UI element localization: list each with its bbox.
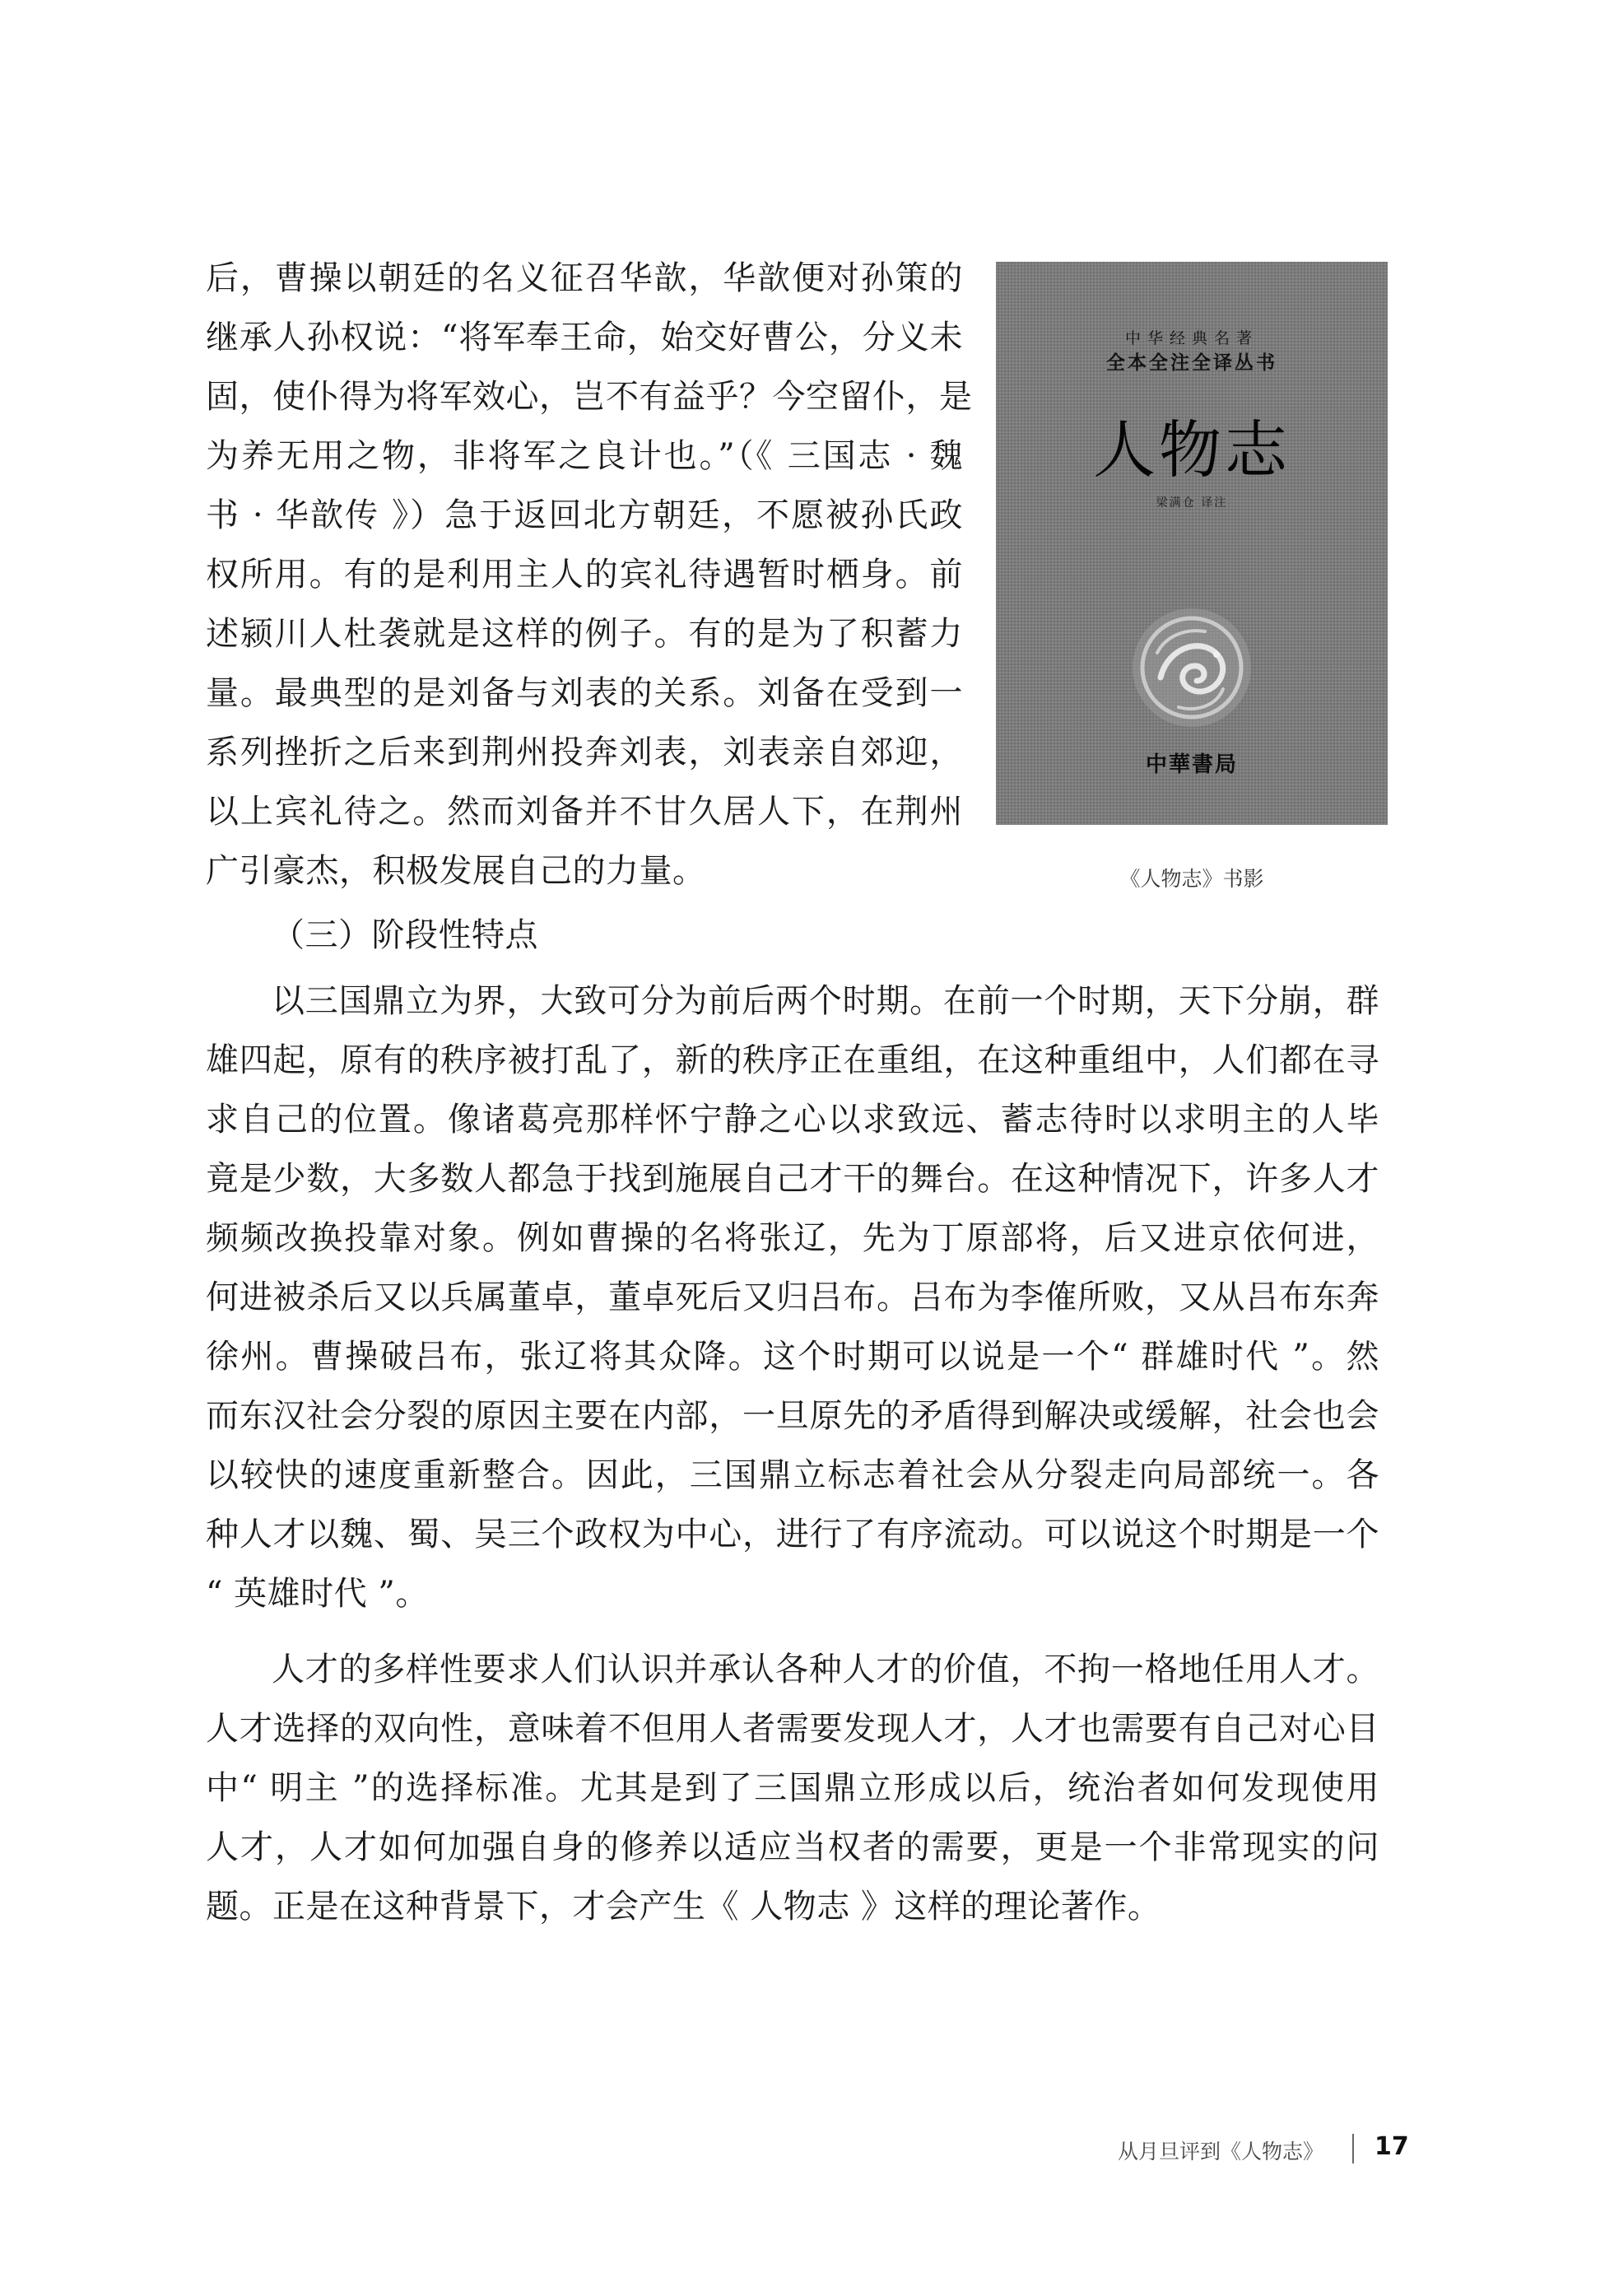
body-line: 以上宾礼待之。然而刘备并不甘久居人下，在荆州 [206, 793, 963, 831]
body-line: 中“ 明主 ”的选择标准。尤其是到了三国鼎立形成以后，统治者如何发现使用 [206, 1769, 1379, 1807]
body-line: 而东汉社会分裂的原因主要在内部，一旦原先的矛盾得到解决或缓解，社会也会 [206, 1397, 1379, 1435]
cover-series: 全本全注全译丛书 [1106, 352, 1277, 374]
body-line: 以三国鼎立为界，大致可分为前后两个时期。在前一个时期，天下分崩，群 [272, 982, 1379, 1020]
section-heading: （三）阶段性特点 [272, 916, 538, 954]
cover-publisher: 中華書局 [1145, 752, 1238, 777]
body-line: 人才选择的双向性，意味着不但用人者需要发现人才，人才也需要有自己对心目 [206, 1710, 1379, 1748]
dragon-emblem-icon [1128, 603, 1256, 732]
body-line: 雄四起，原有的秩序被打乱了，新的秩序正在重组，在这种重组中，人们都在寻 [206, 1041, 1379, 1079]
body-line: 继承人孙权说：“将军奉王命，始交好曹公，分义未 [206, 319, 963, 356]
figure-caption: 《人物志》书影 [1119, 867, 1264, 891]
body-line: 权所用。有的是利用主人的宾礼待遇暂时栖身。前 [206, 556, 963, 594]
body-line: 徐州。曹操破吕布，张辽将其众降。这个时期可以说是一个“ 群雄时代 ”。然 [206, 1338, 1379, 1376]
body-line: 何进被杀后又以兵属董卓，董卓死后又归吕布。吕布为李傕所败，又从吕布东奔 [206, 1278, 1379, 1316]
running-footer-title: 从月旦评到《人物志》 [1117, 2140, 1323, 2163]
body-line: 人才的多样性要求人们认识并承认各种人才的价值，不拘一格地任用人才。 [272, 1651, 1379, 1688]
footer-divider [1352, 2134, 1354, 2163]
body-line: 广引豪杰，积极发展自己的力量。 [206, 852, 706, 890]
body-line: 求自己的位置。像诸葛亮那样怀宁静之心以求致远、蓄志待时以求明主的人毕 [206, 1101, 1379, 1139]
cover-title: 人物志 [1093, 413, 1291, 487]
body-line: 竟是少数，大多数人都急于找到施展自己才干的舞台。在这种情况下，许多人才 [206, 1160, 1379, 1198]
body-line: 固，使仆得为将军效心，岂不有益乎？今空留仆，是 [206, 378, 973, 416]
body-line: 题。正是在这种背景下，才会产生《 人物志 》这样的理论著作。 [206, 1888, 1161, 1926]
body-line: 以较快的速度重新整合。因此，三国鼎立标志着社会从分裂走向局部统一。各 [206, 1456, 1379, 1494]
body-line: 人才，人才如何加强自身的修养以适应当权者的需要，更是一个非常现实的问 [206, 1828, 1379, 1866]
body-line: “ 英雄时代 ”。 [206, 1575, 429, 1613]
book-cover-image [996, 262, 1388, 825]
body-line: 种人才以魏、蜀、吴三个政权为中心，进行了有序流动。可以说这个时期是一个 [206, 1516, 1379, 1553]
body-line: 量。最典型的是刘备与刘表的关系。刘备在受到一 [206, 674, 963, 712]
body-line: 频频改换投靠对象。例如曹操的名将张辽，先为丁原部将，后又进京依何进， [206, 1219, 1379, 1257]
body-line: 后，曹操以朝廷的名义征召华歆，华歆便对孙策的 [206, 259, 963, 297]
body-line: 为养无用之物，非将军之良计也。”（《 三国志 · 魏 [206, 437, 963, 475]
page-number: 17 [1374, 2132, 1409, 2161]
body-line: 系列挫折之后来到荆州投奔刘表，刘表亲自郊迎， [206, 734, 963, 771]
cover-series-top: 中华经典名著 [1124, 329, 1258, 347]
body-line: 书 · 华歆传 》）急于返回北方朝廷，不愿被孙氏政 [206, 496, 963, 534]
body-line: 述颍川人杜袭就是这样的例子。有的是为了积蓄力 [206, 615, 963, 653]
cover-author: 梁满仓 译注 [1156, 496, 1228, 510]
